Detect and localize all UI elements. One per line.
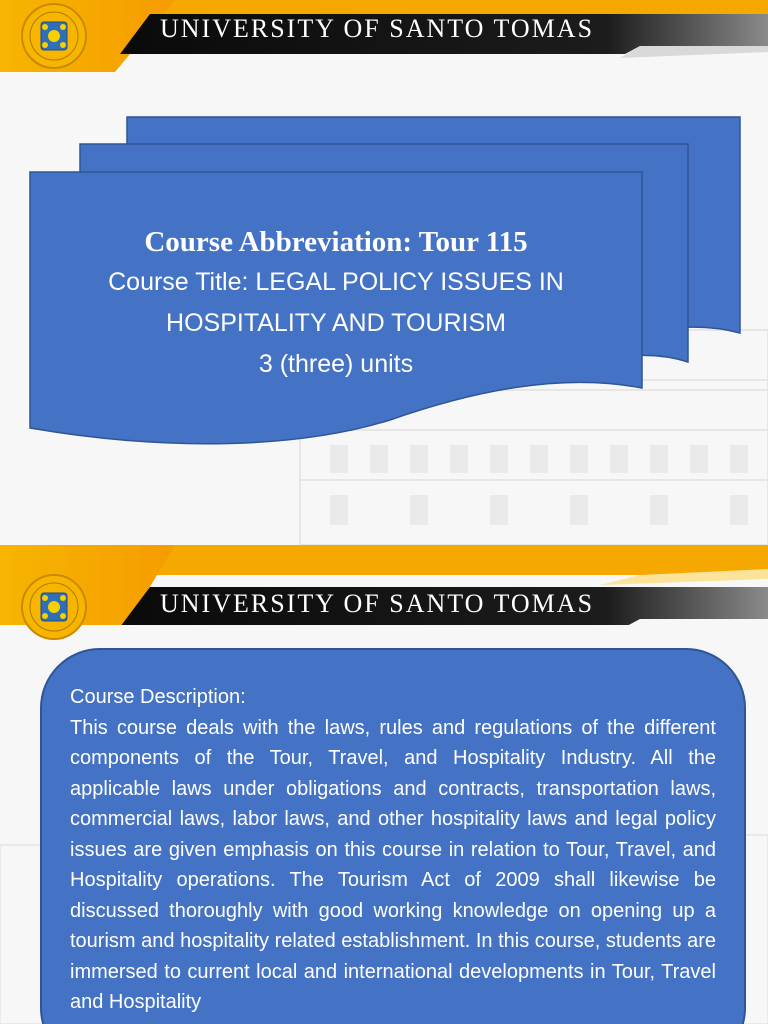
course-abbreviation: Course Abbreviation: Tour 115 <box>144 226 528 258</box>
ust-seal-icon <box>14 573 100 659</box>
university-name: UNIVERSITY OF SANTO TOMAS <box>160 14 595 43</box>
course-units: 3 (three) units <box>258 350 414 378</box>
ust-seal-icon <box>14 2 100 88</box>
university-name: UNIVERSITY OF SANTO TOMAS <box>160 589 595 618</box>
course-description-box <box>40 648 746 1024</box>
slide-header <box>0 0 768 72</box>
course-description-text: This course deals with the laws, rules and regulations of the different components of the Tour, Travel, and Hospitality Industry. All the applicable laws under obligations and contracts, transportation laws, commercial laws, labor laws, and other hospitality laws and legal policy issues are given emphasis on this course in relation to Tour, Travel, and Hospitality operations. The Tourism Act of 2009 shall likewise be discussed thoroughly with good working knowledge on opening up a tourism and hospitality related establishment. In this course, students are immersed to current local and international developments in Tour, Travel and Hospitality <box>70 716 716 1013</box>
course-title: Course Title: LEGAL POLICY ISSUES IN HOSPITALITY AND TOURISM <box>108 268 564 337</box>
slide-header <box>0 545 768 617</box>
course-info <box>30 222 642 385</box>
slide-course-description <box>0 545 768 1024</box>
course-description-label: Course Description: <box>70 686 246 708</box>
